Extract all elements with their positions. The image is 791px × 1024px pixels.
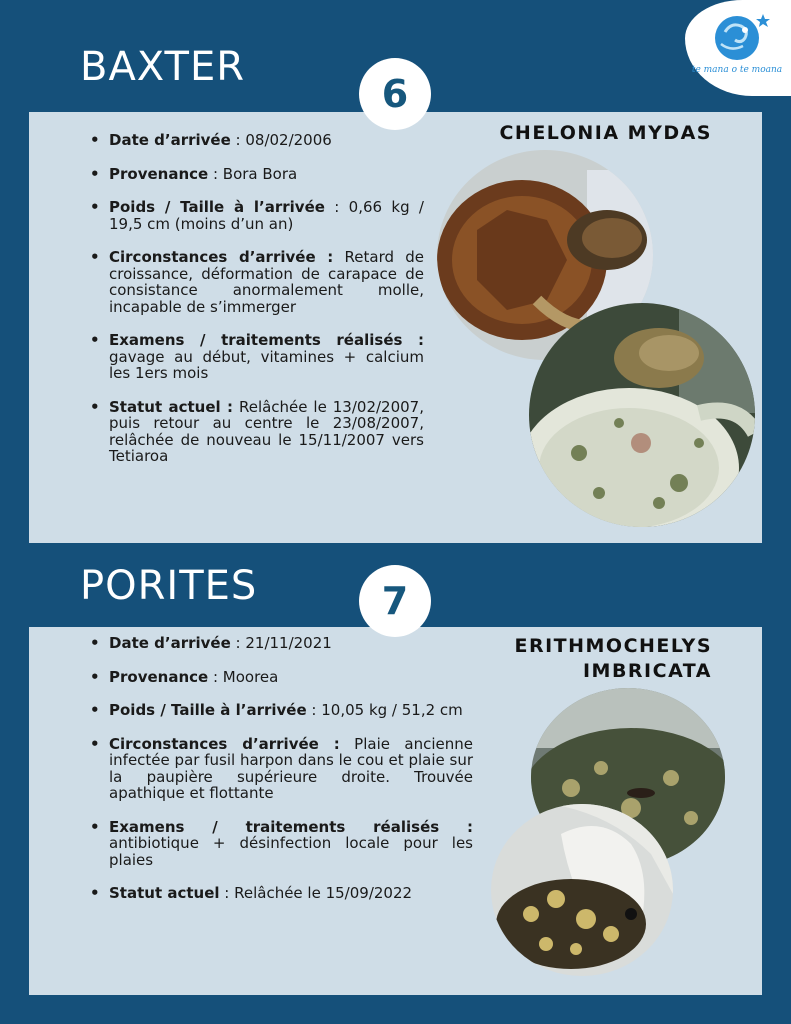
card-name: PORITES: [80, 563, 258, 609]
info-list: [89, 635, 473, 919]
field-status: • Statut actuel : Relâchée le 13/02/2007, puis retour au centre le 23/08/2007, relâchée de nouveau le 15/11/2007 vers Tetiaroa: [89, 399, 424, 465]
field-arrival-date: • Date d’arrivée : 21/11/2021: [89, 635, 473, 652]
field-treatments: • Examens / traitements réalisés : antibiotique + désinfection locale pour les plaies: [89, 819, 473, 869]
turtle-photo-head: [491, 804, 673, 976]
field-origin: • Provenance : Moorea: [89, 669, 473, 686]
logo-badge: [685, 0, 791, 96]
te-mana-o-te-moana-logo: [685, 0, 791, 96]
species-name: ERITHMOCHELYS IMBRICATA: [514, 635, 712, 682]
field-weight-size: • Poids / Taille à l’arrivée : 0,66 kg / 19,5 cm (moins d’un an): [89, 199, 424, 232]
info-list: [89, 132, 424, 482]
field-arrival-date: • Date d’arrivée : 08/02/2006: [89, 132, 424, 149]
species-name: CHELONIA MYDAS: [499, 122, 712, 144]
card-number-badge: 7: [359, 565, 431, 637]
logo-text: te mana o te moana: [691, 65, 783, 75]
field-weight-size: • Poids / Taille à l’arrivée : 10,05 kg / 51,2 cm: [89, 702, 473, 719]
card-name: BAXTER: [80, 44, 246, 90]
field-circumstances: • Circonstances d’arrivée : Plaie ancienne infectée par fusil harpon dans le cou et plaie sur la paupière supérieure droite. Trouvée apathique et flottante: [89, 736, 473, 802]
card-number-badge: 6: [359, 58, 431, 130]
field-origin: • Provenance : Bora Bora: [89, 166, 424, 183]
field-treatments: • Examens / traitements réalisés : gavage au début, vitamines + calcium les 1ers mois: [89, 332, 424, 382]
turtle-photo-plastron: [529, 303, 755, 527]
field-status: • Statut actuel : Relâchée le 15/09/2022: [89, 885, 473, 902]
field-circumstances: • Circonstances d’arrivée : Retard de croissance, déformation de carapace de consistance anormalement molle, incapable de s’immerger: [89, 249, 424, 315]
